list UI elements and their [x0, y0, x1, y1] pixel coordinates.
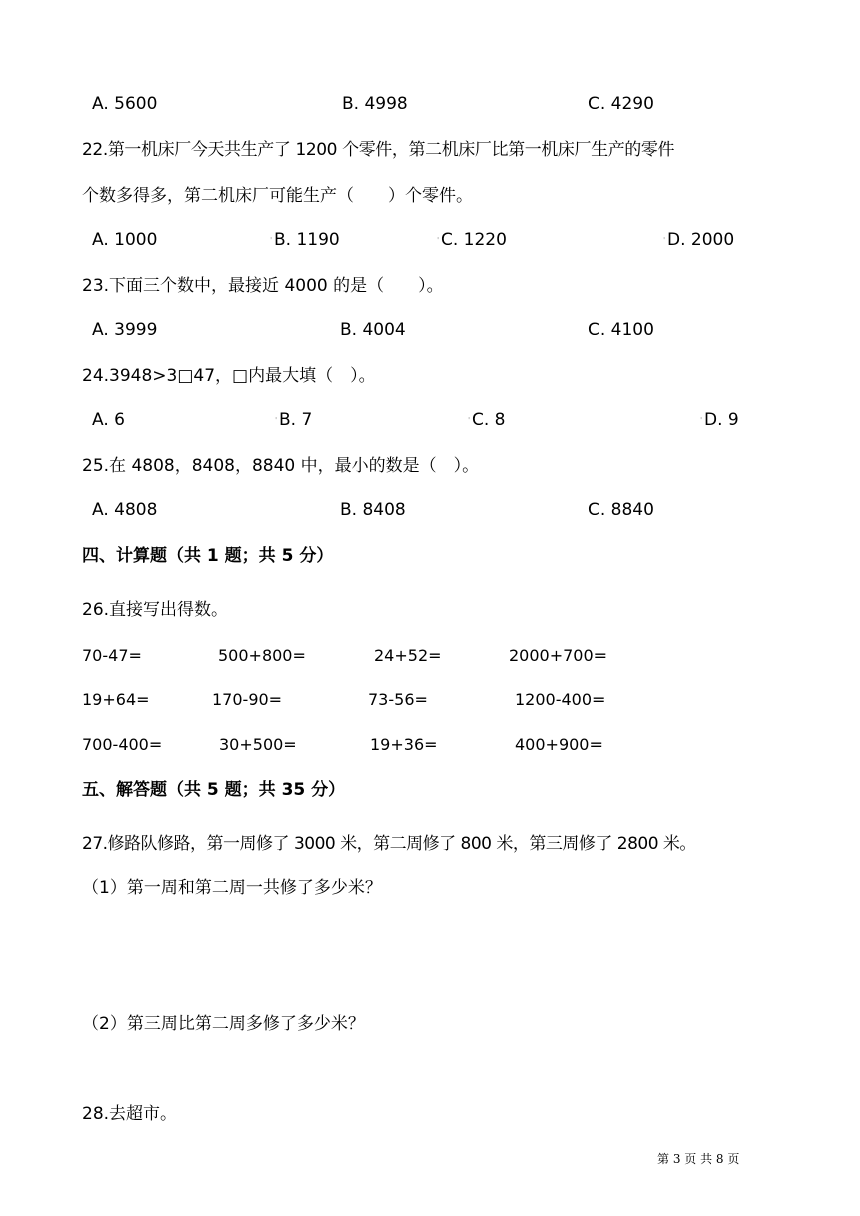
- section-heading-answer: 五、解答题（共 5 题；共 35 分）: [82, 780, 346, 800]
- calc-item: 19+64=: [82, 690, 150, 709]
- tick-mark: ': [270, 236, 273, 245]
- calc-item: 30+500=: [219, 735, 297, 754]
- q22-option-a: A. 1000: [92, 230, 158, 250]
- q23-text: 23.下面三个数中，最接近 4000 的是（ ）。: [82, 276, 444, 296]
- tick-mark: ': [663, 236, 666, 245]
- page-number: 第 3 页 共 8 页: [657, 1152, 740, 1166]
- q27-sub2: （2）第三周比第二周多修了多少米？: [82, 1014, 365, 1034]
- q24-text: 24.3948>3□47，□内最大填（ ）。: [82, 366, 376, 386]
- q21-option-a: A. 5600: [92, 94, 158, 114]
- q22-text-line2: 个数多得多，第二机床厂可能生产（ ）个零件。: [82, 186, 473, 206]
- calc-item: 170-90=: [212, 690, 283, 709]
- tick-mark: ': [275, 416, 278, 425]
- q27-sub1: （1）第一周和第二周一共修了多少米？: [82, 878, 382, 898]
- q23-option-a: A. 3999: [92, 320, 158, 340]
- q24-option-d: D. 9: [704, 410, 739, 430]
- calc-item: 19+36=: [370, 735, 438, 754]
- q21-option-c: C. 4290: [588, 94, 654, 114]
- q22-option-c: C. 1220: [441, 230, 507, 250]
- q21-option-b: B. 4998: [342, 94, 408, 114]
- q22-text-line1: 22.第一机床厂今天共生产了 1200 个零件，第二机床厂比第一机床厂生产的零件: [82, 140, 675, 160]
- q25-option-c: C. 8840: [588, 500, 654, 520]
- q22-option-b: B. 1190: [274, 230, 340, 250]
- tick-mark: ': [468, 416, 471, 425]
- tick-mark: ': [437, 236, 440, 245]
- section-heading-calculation: 四、计算题（共 1 题；共 5 分）: [82, 546, 334, 566]
- q24-option-b: B. 7: [279, 410, 313, 430]
- q24-option-c: C. 8: [472, 410, 506, 430]
- q23-option-c: C. 4100: [588, 320, 654, 340]
- calc-item: 1200-400=: [515, 690, 606, 709]
- q22-option-d: D. 2000: [667, 230, 735, 250]
- q23-option-b: B. 4004: [340, 320, 406, 340]
- calc-item: 700-400=: [82, 735, 163, 754]
- q25-option-b: B. 8408: [340, 500, 406, 520]
- q26-text: 26.直接写出得数。: [82, 600, 229, 620]
- q27-text: 27.修路队修路，第一周修了 3000 米，第二周修了 800 米，第三周修了 2800 米。: [82, 834, 696, 854]
- calc-item: 2000+700=: [509, 646, 608, 665]
- q25-option-a: A. 4808: [92, 500, 158, 520]
- calc-item: 500+800=: [218, 646, 306, 665]
- tick-mark: ': [700, 416, 703, 425]
- calc-item: 400+900=: [515, 735, 603, 754]
- q24-option-a: A. 6: [92, 410, 125, 430]
- calc-item: 73-56=: [368, 690, 428, 709]
- calc-item: 70-47=: [82, 646, 142, 665]
- calc-item: 24+52=: [374, 646, 442, 665]
- q25-text: 25.在 4808，8408，8840 中，最小的数是（ ）。: [82, 456, 480, 476]
- q28-text: 28.去超市。: [82, 1104, 178, 1124]
